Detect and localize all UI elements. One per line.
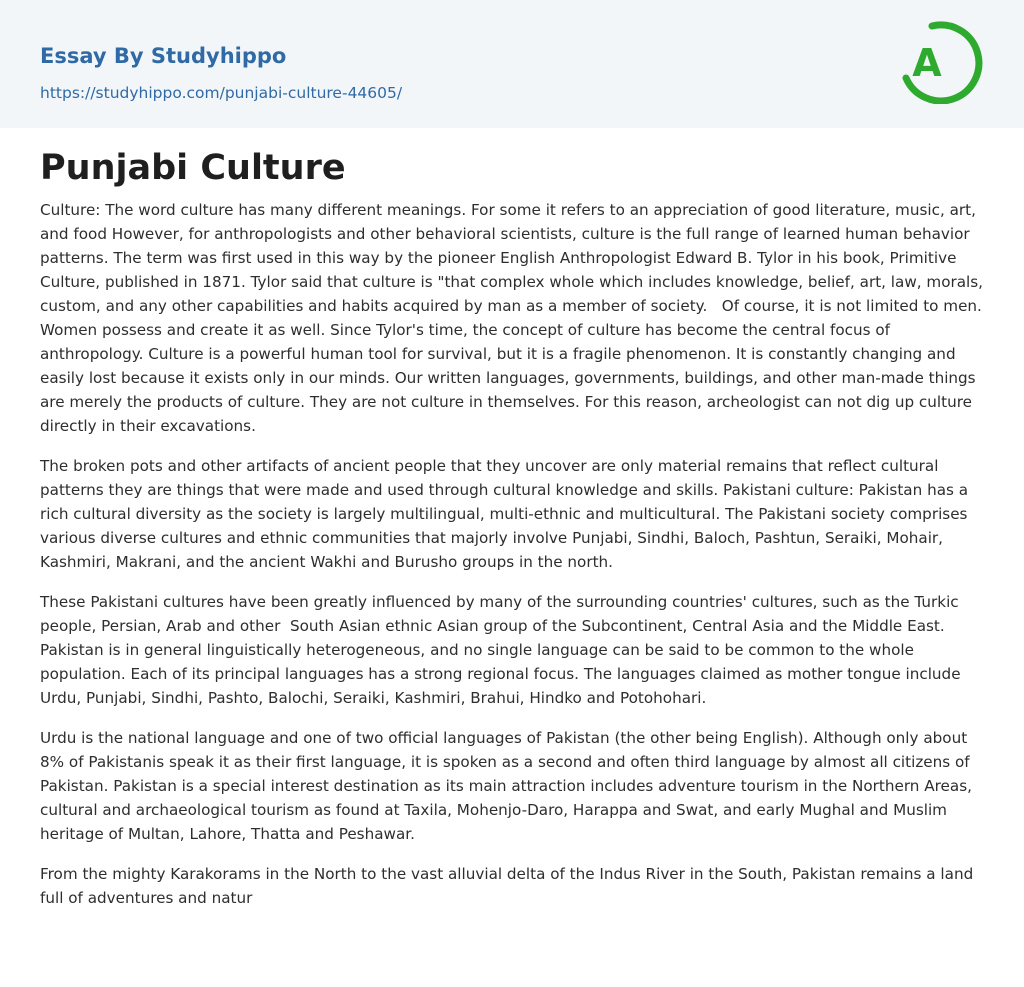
paragraph-4: Urdu is the national language and one of two official languages of Pakistan (the other being English). Although only about 8% of Pakistanis speak it as their first language, it is spoken as a second and often third language by almost all citizens of Pakistan. Pakistan is a special interest destination as its main attraction includes adventure tourism in the Northern Areas, cultural and archaeological tourism as found at Taxila, Mohenjo-Daro, Harappa and Swat, and early Mughal and Muslim heritage of Multan, Lahore, Thatta and Peshawar. xyxy=(40,729,977,843)
paragraph-2: The broken pots and other artifacts of ancient people that they uncover are only material remains that reflect cultural patterns they are things that were made and used through cultural knowledge and skills. Pakistani culture: Pakistan has a rich cultural diversity as the society is largely multilingual, multi-ethnic and multicultural. The Pakistani society comprises various diverse cultures and ethnic communities that majorly involve Punjabi, Sindhi, Baloch, Pashtun, Seraiki, Mohair, Kashmiri, Makrani, and the ancient Wakhi and Burusho groups in the north. xyxy=(40,457,973,571)
article-title: Punjabi Culture xyxy=(40,148,346,188)
essay-url-link[interactable]: https://studyhippo.com/punjabi-culture-44605/ xyxy=(40,84,403,102)
brand-title: Essay By Studyhippo xyxy=(40,44,287,68)
article xyxy=(0,128,1024,910)
logo-letter: A xyxy=(912,41,942,85)
page-header xyxy=(0,0,1024,128)
studyhippo-logo-icon[interactable] xyxy=(900,20,984,104)
paragraph-3: These Pakistani cultures have been greatly influenced by many of the surrounding countries' cultures, such as the Turkic people, Persian, Arab and other South Asian ethnic Asian group of the Subcontinent, Central Asia and the Middle East. Pakistan is in general linguistically heterogeneous, and no single language can be said to be common to the whole population. Each of its principal languages has a strong regional focus. The languages claimed as mother tongue include Urdu, Punjabi, Sindhi, Pashto, Balochi, Seraiki, Kashmiri, Brahui, Hindko and Potohohari. xyxy=(40,593,966,707)
paragraph-1: Culture: The word culture has many different meanings. For some it refers to an appreciation of good literature, music, art, and food However, for anthropologists and other behavioral scientists, culture is the full range of learned human behavior patterns. The term was first used in this way by the pioneer English Anthropologist Edward B. Tylor in his book, Primitive Culture, published in 1871. Tylor said that culture is "that complex whole which includes knowledge, belief, art, law, morals, custom, and any other capabilities and habits acquired by man as a member of society. Of course, it is not limited to men. Women possess and create it as well. Since Tylor's time, the concept of culture has become the central focus of anthropology. Culture is a powerful human tool for survival, but it is a fragile phenomenon. It is constantly changing and easily lost because it exists only in our minds. Our written languages, governments, buildings, and other man-made things are merely the products of culture. They are not culture in themselves. For this reason, archeologist can not dig up culture directly in their excavations. xyxy=(40,201,988,435)
paragraph-5: From the mighty Karakorams in the North to the vast alluvial delta of the Indus River in the South, Pakistan remains a land full of adventures and natur xyxy=(40,865,979,907)
